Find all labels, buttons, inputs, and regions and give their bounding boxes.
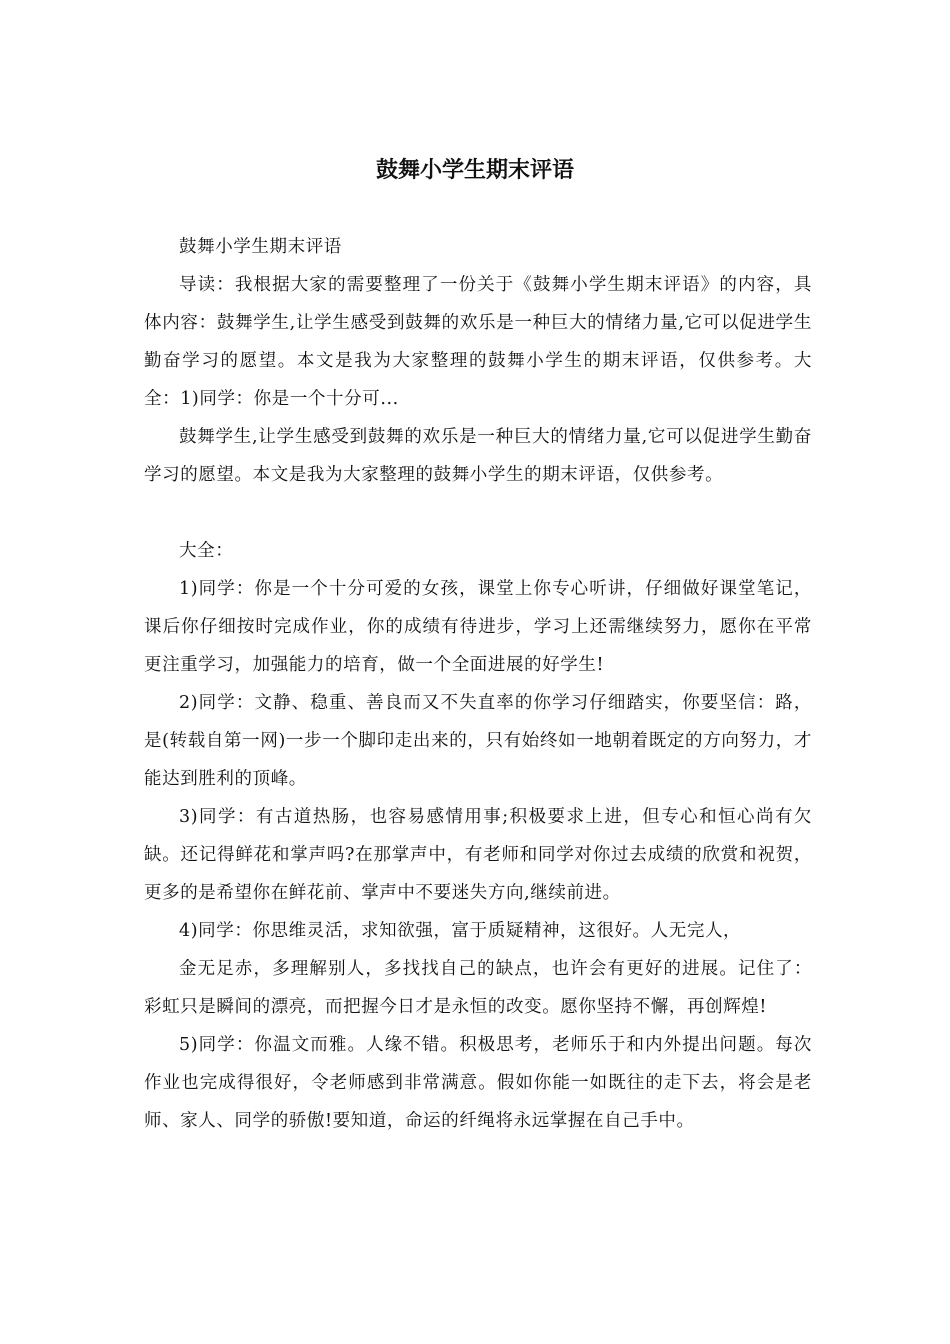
paragraph-comment-2: 2)同学：文静、稳重、善良而又不失直率的你学习仔细踏实，你要坚信：路，是(转载自第一网)一步一个脚印走出来的，只有始终如一地朝着既定的方向努力，才能达到胜利的顶峰。 [144, 693, 812, 789]
paragraph-intro: 导读：我根据大家的需要整理了一份关于《鼓舞小学生期末评语》的内容，具体内容：鼓舞学生,让学生感受到鼓舞的欢乐是一种巨大的情绪力量,它可以促进学生勤奋学习的愿望。本文是我为大家整理的鼓舞小学生的期末评语，仅供参考。大全：1)同学：你是一个十分可... [144, 275, 812, 409]
paragraph-comment-3: 3)同学：有古道热肠，也容易感情用事;积极要求上进，但专心和恒心尚有欠缺。还记得鲜花和掌声吗?在那掌声中，有老师和同学对你过去成绩的欣赏和祝贺，更多的是希望你在鲜花前、掌声中不要迷失方向,继续前进。 [144, 807, 812, 903]
document-body [144, 228, 812, 1140]
document-title: 鼓舞小学生期末评语 [375, 157, 574, 183]
paragraph-comment-5: 5)同学：你温文而雅。人缘不错。积极思考，老师乐于和内外提出问题。每次作业也完成得很好，令老师感到非常满意。假如你能一如既往的走下去，将会是老师、家人、同学的骄傲!要知道，命运的纤绳将永远掌握在自己手中。 [144, 1035, 812, 1131]
paragraph-comment-1: 1)同学：你是一个十分可爱的女孩，课堂上你专心听讲，仔细做好课堂笔记，课后你仔细按时完成作业，你的成绩有待进步，学习上还需继续努力，愿你在平常更注重学习，加强能力的培育，做一个全面进展的好学生! [144, 579, 812, 675]
paragraph-subtitle: 鼓舞小学生期末评语 [179, 237, 342, 257]
paragraph-summary: 鼓舞学生,让学生感受到鼓舞的欢乐是一种巨大的情绪力量,它可以促进学生勤奋学习的愿望。本文是我为大家整理的鼓舞小学生的期末评语，仅供参考。 [144, 427, 812, 485]
blank-line [144, 494, 812, 532]
paragraph-comment-4-cont: 金无足赤，多理解别人，多找找自己的缺点，也许会有更好的进展。记住了：彩虹只是瞬间的漂亮，而把握今日才是永恒的改变。愿你坚持不懈，再创辉煌! [144, 959, 812, 1017]
paragraph-daquan: 大全： [179, 541, 234, 561]
paragraph-comment-4: 4)同学：你思维灵活，求知欲强，富于质疑精神，这很好。人无完人， [179, 921, 742, 941]
